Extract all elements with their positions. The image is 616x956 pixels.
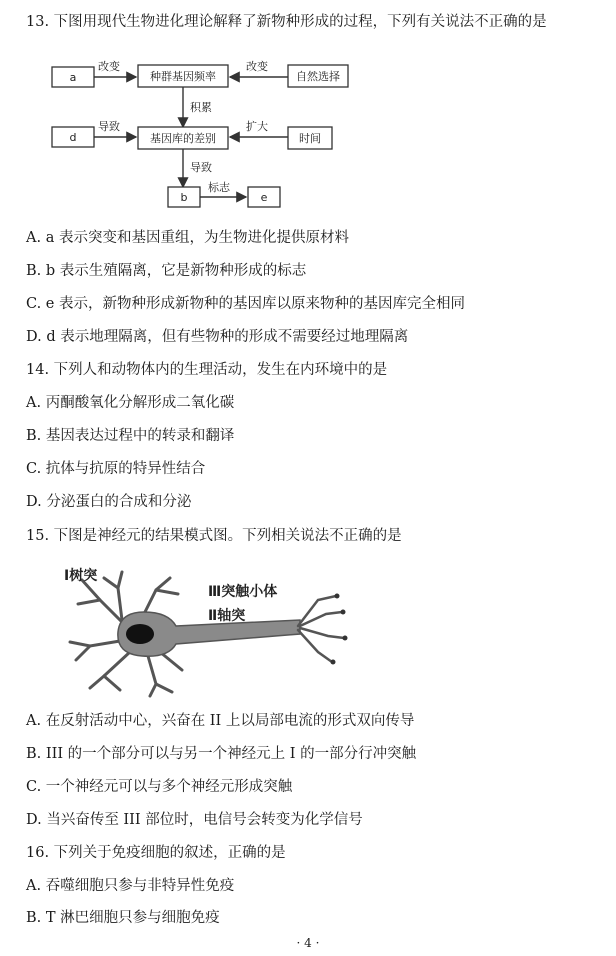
box-d-text: d <box>69 131 77 144</box>
q16-option-b[interactable]: B. T 淋巴细胞只参与细胞免疫 <box>26 910 220 926</box>
q14-option-a[interactable]: A. 丙酮酸氧化分解形成二氧化碳 <box>26 395 235 411</box>
q13-option-c[interactable]: C. e 表示，新物种形成新物种的基因库以原来物种的基因库完全相同 <box>26 296 465 312</box>
neuron-axon-terminals <box>298 596 344 662</box>
synaptic-terminal-dots <box>331 594 348 665</box>
label-mark: 标志 <box>208 181 230 194</box>
q15-option-c[interactable]: C. 一个神经元可以与多个神经元形成突触 <box>26 779 293 795</box>
q14-option-c[interactable]: C. 抗体与抗原的特异性结合 <box>26 461 206 477</box>
q16-stem: 16. 下列关于免疫细胞的叙述，正确的是 <box>26 845 286 861</box>
label-axon: Ⅱ轴突 <box>208 608 246 624</box>
q15-option-a[interactable]: A. 在反射活动中心，兴奋在 II 上以局部电流的形式双向传导 <box>26 713 415 729</box>
box-time-text: 时间 <box>299 132 321 145</box>
label-accumulate: 积累 <box>190 101 212 114</box>
q13-option-d[interactable]: D. d 表示地理隔离，但有些物种的形成不需要经过地理隔离 <box>26 329 409 345</box>
q15-option-b[interactable]: B. III 的一个部分可以与另一个神经元上 I 的一部分行冲突触 <box>26 746 417 762</box>
page-number: · 4 · <box>296 936 320 950</box>
q13-option-b[interactable]: B. b 表示生殖隔离，它是新物种形成的标志 <box>26 263 307 279</box>
q16-option-a[interactable]: A. 吞噬细胞只参与非特异性免疫 <box>26 878 235 894</box>
box-population-text: 种群基因频率 <box>150 70 216 83</box>
q13-option-a[interactable]: A. a 表示突变和基因重组，为生物进化提供原材料 <box>26 230 349 246</box>
box-pool-text: 基因库的差别 <box>150 132 216 145</box>
neuron-nucleus <box>126 624 154 644</box>
q14-option-d[interactable]: D. 分泌蛋白的合成和分泌 <box>26 494 192 510</box>
label-change-2: 改变 <box>246 60 268 73</box>
label-dendrite: Ⅰ树突 <box>64 568 98 584</box>
box-e-text: e <box>260 191 268 204</box>
q15-option-d[interactable]: D. 当兴奋传至 III 部位时，电信号会转变为化学信号 <box>26 812 363 828</box>
label-change-1: 改变 <box>98 60 120 73</box>
q13-stem: 13. 下图用现代生物进化理论解释了新物种形成的过程，下列有关说法不正确的是 <box>26 14 547 30</box>
box-b-text: b <box>180 191 188 204</box>
q15-stem: 15. 下图是神经元的结果模式图。下列相关说法不正确的是 <box>26 528 402 544</box>
q14-option-b[interactable]: B. 基因表达过程中的转录和翻译 <box>26 428 235 444</box>
box-selection-text: 自然选择 <box>296 70 340 83</box>
neuron-figure <box>60 560 350 700</box>
evolution-flow-diagram <box>40 55 360 215</box>
label-synaptic-knob: Ⅲ突触小体 <box>208 584 278 600</box>
q14-stem: 14. 下列人和动物体内的生理活动，发生在内环境中的是 <box>26 362 388 378</box>
label-cause-2: 导致 <box>190 161 212 174</box>
box-a-text: a <box>69 71 77 84</box>
label-expand: 扩大 <box>246 120 268 133</box>
label-cause-1: 导致 <box>98 120 120 133</box>
